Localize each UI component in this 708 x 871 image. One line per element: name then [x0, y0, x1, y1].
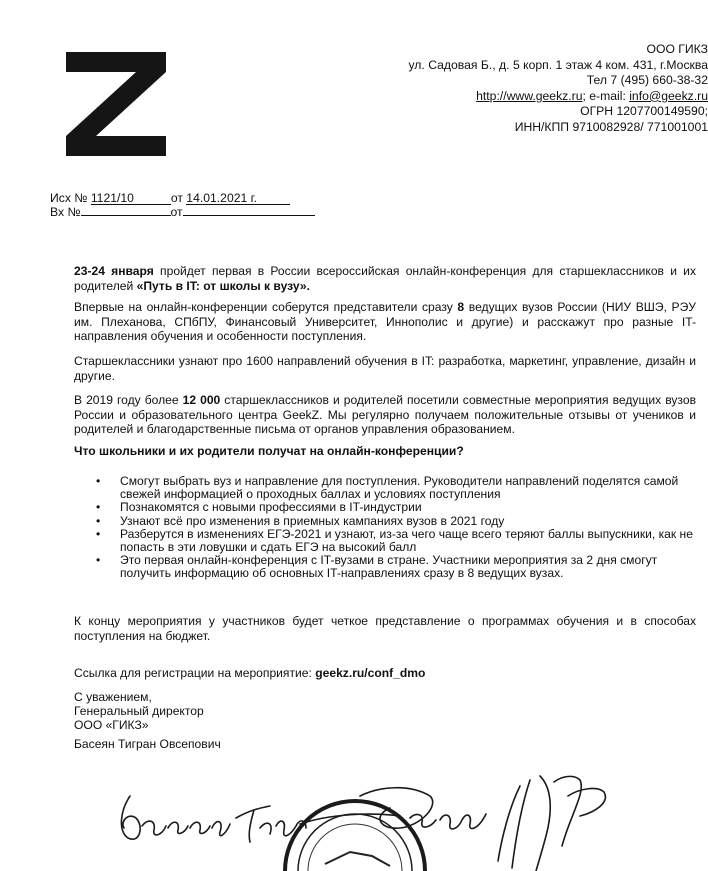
- bullet: •: [96, 526, 101, 541]
- p4-start: В 2019 году более: [74, 393, 183, 407]
- website-link[interactable]: http://www.geekz.ru: [476, 88, 583, 103]
- incoming-date-label: от: [170, 205, 183, 219]
- list-item-text: Познакомятся с новыми профессиями в IT-индустрии: [120, 500, 422, 515]
- question-heading: Что школьники и их родители получат на онлайн-конференции?: [74, 444, 464, 458]
- letterhead: [328, 42, 708, 136]
- list-item-text: Узнают всё про изменения в приемных кампаниях вузов в 2021 году: [120, 513, 505, 528]
- paragraph-universities: [74, 300, 696, 344]
- paragraph-closing: К концу мероприятия у участников будет четкое представление о программах обучения и в способах поступления на бюджет.: [74, 614, 696, 643]
- bullet: •: [96, 553, 101, 568]
- handwritten-signature: [110, 756, 708, 871]
- bullet: •: [96, 500, 101, 515]
- company-inn-kpp: ИНН/КПП 9710082928/ 771001001: [514, 119, 708, 134]
- paragraph-intro: [74, 264, 696, 293]
- company-contacts: [328, 89, 708, 105]
- registration-link[interactable]: geekz.ru/conf_dmo: [315, 666, 426, 680]
- event-title: «Путь в IT: от школы к вузу».: [136, 278, 310, 293]
- event-dates: 23-24 января: [74, 264, 154, 278]
- universities-count: 8: [457, 300, 465, 314]
- incoming-number: [81, 215, 171, 216]
- p4-end: старшеклассников и родителей посетили совместные мероприятия ведущих вузов России и образовательного центра GeekZ. Мы регулярно получаем положительные отзывы от учеников и родителей и благодарственные письма от органов управления образованием.: [74, 393, 696, 437]
- bullet: •: [96, 474, 101, 488]
- email-link[interactable]: info@geekz.ru: [629, 88, 708, 103]
- list-item-text: Это первая онлайн-конференция с IT-вузами в стране. Участники мероприятия за 2 дня смогут получить информацию об основных IT-направлениях сразу в 8 ведущих вузах.: [120, 553, 658, 581]
- outgoing-date: 14.01.2021 г.: [186, 192, 290, 205]
- list-item: [96, 528, 696, 554]
- p2-end: ведущих вузов России (НИУ ВШЭ, РЭУ им. Плеханова, СПбПУ, Финансовый Университет, Иннополис и другие) и расскажут про разные IT-направления обучения и особенности поступления.: [74, 300, 696, 344]
- participants-count: 12 000: [182, 393, 221, 407]
- email-prefix: ; e-mail:: [582, 88, 630, 103]
- outgoing-number-line: [50, 191, 290, 205]
- p2-start: Впервые на онлайн-конференции соберутся представители сразу: [74, 300, 458, 314]
- outgoing-date-label: от: [170, 191, 183, 205]
- outgoing-number: 1121/10: [91, 192, 171, 205]
- company-address: ул. Садовая Б., д. 5 корп. 1 этаж 4 ком. 431, г.Москва: [408, 57, 708, 72]
- registration-link-line: [74, 666, 696, 681]
- regards: С уважением,: [74, 690, 152, 704]
- benefits-list: [96, 475, 696, 581]
- signature-block: [74, 690, 696, 751]
- outgoing-label: Исх №: [50, 191, 88, 205]
- incoming-number-line: [50, 205, 315, 219]
- company-phone: Тел 7 (495) 660-38-32: [586, 73, 708, 88]
- company-ogrn: ОГРН 1207700149590;: [580, 104, 708, 119]
- bullet: •: [96, 513, 101, 528]
- signer-org: ООО «ГИКЗ»: [74, 718, 149, 733]
- incoming-label: Вх №: [50, 205, 81, 219]
- signer-position: Генеральный директор: [74, 704, 204, 719]
- p3-text: Старшеклассники узнают про 1600 направлений обучения в IT: разработка, маркетинг, управление, дизайн и другие.: [74, 354, 696, 383]
- list-item-text: Разберутся в изменениях ЕГЭ-2021 и узнают, из-за чего чаще всего теряют баллы выпускники, как не попасть в эти ловушки и сдать ЕГЭ на высокий балл: [120, 526, 693, 555]
- incoming-date: [183, 215, 315, 216]
- list-item: [96, 554, 696, 580]
- paragraph-history: [74, 393, 696, 437]
- signer-name: Басеян Тигран Овсепович: [74, 736, 221, 751]
- paragraph-directions: [74, 354, 696, 383]
- list-item: [96, 475, 696, 501]
- company-name: ООО ГИКЗ: [646, 42, 708, 56]
- intro-text: пройдет первая в России всероссийская онлайн-конференция для старшеклассников и их родителей: [74, 264, 696, 293]
- list-item-text: Смогут выбрать вуз и направление для поступления. Руководители направлений поделятся самой свежей информацией о проходных баллах и условиях поступления: [120, 474, 679, 502]
- link-label: Ссылка для регистрации на мероприятие:: [74, 666, 316, 680]
- company-logo: [66, 52, 166, 156]
